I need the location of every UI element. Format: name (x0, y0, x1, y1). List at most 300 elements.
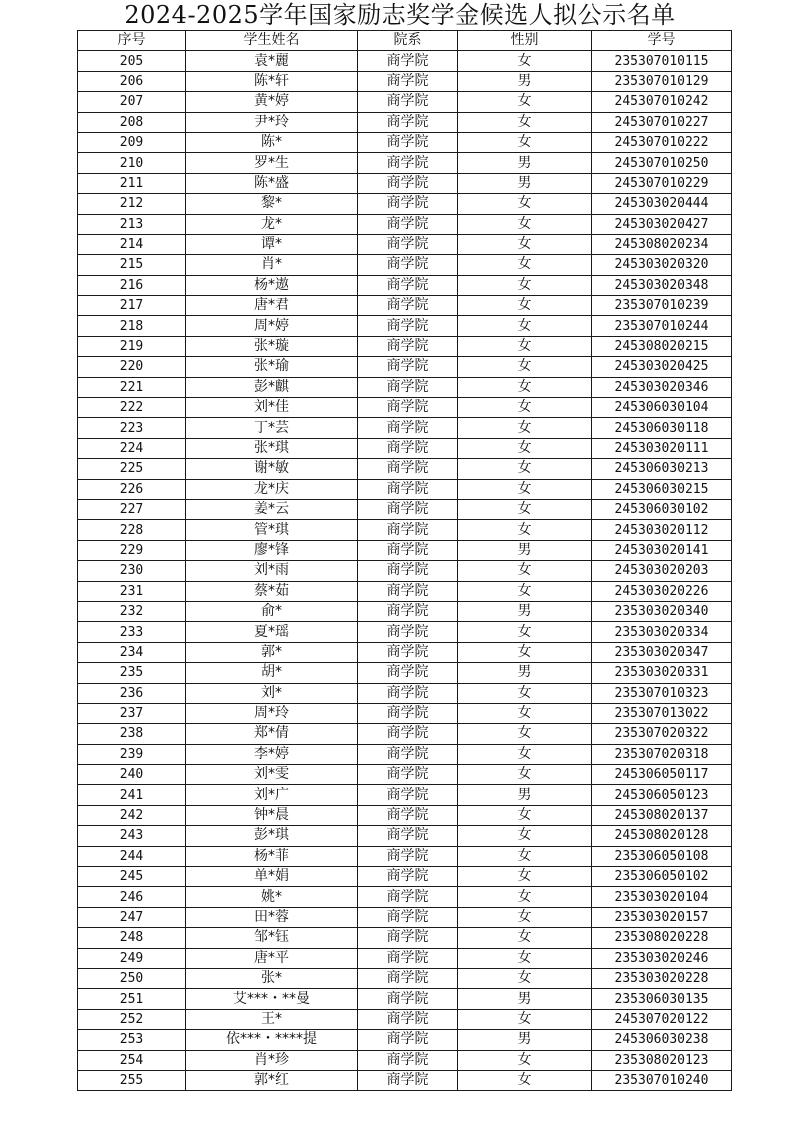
cell-student-name: 姚* (186, 887, 358, 907)
cell-department: 商学院 (358, 255, 458, 275)
cell-number: 232 (78, 601, 186, 621)
cell-student-name: 张* (186, 968, 358, 988)
cell-student-id: 245303020141 (592, 540, 732, 560)
cell-gender: 女 (458, 744, 592, 764)
cell-department: 商学院 (358, 581, 458, 601)
cell-number: 254 (78, 1050, 186, 1070)
cell-student-name: 周*玲 (186, 703, 358, 723)
table-row (78, 214, 732, 234)
cell-student-id: 245306030104 (592, 398, 732, 418)
cell-student-name: 田*蓉 (186, 907, 358, 927)
cell-department: 商学院 (358, 642, 458, 662)
table-row (78, 540, 732, 560)
cell-student-id: 235308020123 (592, 1050, 732, 1070)
cell-gender: 女 (458, 1009, 592, 1029)
cell-gender: 女 (458, 255, 592, 275)
cell-student-name: 胡* (186, 663, 358, 683)
cell-number: 222 (78, 398, 186, 418)
cell-gender: 女 (458, 398, 592, 418)
cell-department: 商学院 (358, 765, 458, 785)
cell-number: 236 (78, 683, 186, 703)
cell-student-name: 廖*锋 (186, 540, 358, 560)
cell-student-name: 钟*晨 (186, 805, 358, 825)
cell-student-name: 陈* (186, 132, 358, 152)
table-row (78, 663, 732, 683)
cell-gender: 女 (458, 336, 592, 356)
cell-number: 255 (78, 1070, 186, 1090)
cell-gender: 男 (458, 785, 592, 805)
cell-gender: 女 (458, 642, 592, 662)
cell-number: 216 (78, 275, 186, 295)
cell-department: 商学院 (358, 846, 458, 866)
cell-student-name: 黎* (186, 194, 358, 214)
cell-student-name: 龙* (186, 214, 358, 234)
cell-number: 224 (78, 438, 186, 458)
cell-gender: 女 (458, 275, 592, 295)
cell-student-id: 245303020425 (592, 357, 732, 377)
table-row (78, 724, 732, 744)
cell-department: 商学院 (358, 438, 458, 458)
cell-student-name: 郑*倩 (186, 724, 358, 744)
cell-department: 商学院 (358, 805, 458, 825)
cell-student-name: 彭*麒 (186, 377, 358, 397)
cell-number: 242 (78, 805, 186, 825)
cell-student-id: 235303020157 (592, 907, 732, 927)
cell-gender: 男 (458, 540, 592, 560)
cell-department: 商学院 (358, 377, 458, 397)
cell-department: 商学院 (358, 194, 458, 214)
cell-number: 240 (78, 765, 186, 785)
cell-student-name: 罗*生 (186, 153, 358, 173)
table-row (78, 867, 732, 887)
cell-student-id: 235307010239 (592, 296, 732, 316)
cell-student-id: 245306030215 (592, 479, 732, 499)
cell-number: 243 (78, 826, 186, 846)
cell-student-id: 245303020203 (592, 561, 732, 581)
cell-student-id: 245306050123 (592, 785, 732, 805)
cell-department: 商学院 (358, 499, 458, 519)
cell-student-id: 245303020112 (592, 520, 732, 540)
table-row (78, 907, 732, 927)
cell-student-name: 刘*雨 (186, 561, 358, 581)
cell-department: 商学院 (358, 520, 458, 540)
cell-student-id: 235307010240 (592, 1070, 732, 1090)
cell-number: 241 (78, 785, 186, 805)
cell-student-id: 245307010222 (592, 132, 732, 152)
cell-department: 商学院 (358, 561, 458, 581)
cell-number: 210 (78, 153, 186, 173)
cell-department: 商学院 (358, 785, 458, 805)
table-row (78, 153, 732, 173)
table-row (78, 642, 732, 662)
cell-department: 商学院 (358, 479, 458, 499)
cell-student-id: 235303020104 (592, 887, 732, 907)
cell-student-id: 235307010129 (592, 71, 732, 91)
cell-student-name: 陈*轩 (186, 71, 358, 91)
cell-number: 246 (78, 887, 186, 907)
cell-number: 208 (78, 112, 186, 132)
table-row (78, 173, 732, 193)
cell-department: 商学院 (358, 336, 458, 356)
cell-gender: 女 (458, 214, 592, 234)
cell-student-id: 235307010115 (592, 51, 732, 71)
cell-student-id: 245306030102 (592, 499, 732, 519)
cell-gender: 女 (458, 296, 592, 316)
cell-student-name: 彭*琪 (186, 826, 358, 846)
table-row (78, 377, 732, 397)
cell-student-name: 唐*君 (186, 296, 358, 316)
cell-student-name: 管*琪 (186, 520, 358, 540)
cell-gender: 女 (458, 765, 592, 785)
cell-student-name: 肖*珍 (186, 1050, 358, 1070)
cell-department: 商学院 (358, 357, 458, 377)
cell-student-id: 245307010242 (592, 92, 732, 112)
table-row (78, 296, 732, 316)
cell-department: 商学院 (358, 398, 458, 418)
cell-gender: 女 (458, 112, 592, 132)
table-row (78, 1050, 732, 1070)
table-row (78, 683, 732, 703)
table-row (78, 1070, 732, 1090)
table-row (78, 622, 732, 642)
cell-student-name: 谭* (186, 234, 358, 254)
cell-gender: 女 (458, 499, 592, 519)
cell-student-name: 艾***・**曼 (186, 989, 358, 1009)
cell-student-id: 235307020318 (592, 744, 732, 764)
column-header-gender: 性别 (458, 31, 592, 51)
table-row (78, 846, 732, 866)
cell-number: 231 (78, 581, 186, 601)
cell-department: 商学院 (358, 296, 458, 316)
cell-student-name: 姜*云 (186, 499, 358, 519)
table-row (78, 1009, 732, 1029)
cell-department: 商学院 (358, 214, 458, 234)
cell-number: 245 (78, 867, 186, 887)
cell-number: 220 (78, 357, 186, 377)
cell-gender: 女 (458, 1070, 592, 1090)
cell-department: 商学院 (358, 132, 458, 152)
table-row (78, 234, 732, 254)
table-row (78, 826, 732, 846)
cell-student-name: 刘*广 (186, 785, 358, 805)
cell-department: 商学院 (358, 540, 458, 560)
cell-gender: 女 (458, 459, 592, 479)
cell-gender: 男 (458, 153, 592, 173)
cell-student-name: 刘*雯 (186, 765, 358, 785)
document-title: 2024-2025学年国家励志奖学金候选人拟公示名单 (124, 1, 676, 29)
cell-student-name: 谢*敏 (186, 459, 358, 479)
cell-student-id: 245307020122 (592, 1009, 732, 1029)
cell-number: 247 (78, 907, 186, 927)
cell-gender: 男 (458, 663, 592, 683)
candidate-table (77, 30, 732, 1091)
cell-gender: 女 (458, 92, 592, 112)
cell-number: 230 (78, 561, 186, 581)
cell-number: 215 (78, 255, 186, 275)
cell-number: 219 (78, 336, 186, 356)
cell-gender: 女 (458, 703, 592, 723)
cell-gender: 女 (458, 316, 592, 336)
cell-gender: 女 (458, 234, 592, 254)
cell-student-id: 235303020334 (592, 622, 732, 642)
cell-student-name: 周*婷 (186, 316, 358, 336)
cell-number: 205 (78, 51, 186, 71)
table-body (78, 51, 732, 1091)
cell-gender: 女 (458, 51, 592, 71)
table-row (78, 51, 732, 71)
cell-student-id: 245306030238 (592, 1030, 732, 1050)
cell-gender: 女 (458, 948, 592, 968)
cell-gender: 男 (458, 71, 592, 91)
cell-number: 253 (78, 1030, 186, 1050)
cell-gender: 女 (458, 724, 592, 744)
column-header-student-id: 学号 (592, 31, 732, 51)
table-row (78, 499, 732, 519)
cell-student-name: 邹*钰 (186, 928, 358, 948)
table-row (78, 989, 732, 1009)
table-row (78, 928, 732, 948)
cell-department: 商学院 (358, 724, 458, 744)
cell-department: 商学院 (358, 887, 458, 907)
cell-number: 249 (78, 948, 186, 968)
cell-number: 221 (78, 377, 186, 397)
cell-number: 209 (78, 132, 186, 152)
cell-gender: 女 (458, 1050, 592, 1070)
cell-department: 商学院 (358, 744, 458, 764)
cell-student-id: 245306030118 (592, 418, 732, 438)
cell-student-id: 235303020331 (592, 663, 732, 683)
cell-student-name: 张*琪 (186, 438, 358, 458)
cell-student-id: 245303020348 (592, 275, 732, 295)
cell-student-name: 李*婷 (186, 744, 358, 764)
table-row (78, 357, 732, 377)
cell-department: 商学院 (358, 622, 458, 642)
cell-student-name: 俞* (186, 601, 358, 621)
cell-number: 206 (78, 71, 186, 91)
cell-department: 商学院 (358, 71, 458, 91)
cell-student-id: 235308020228 (592, 928, 732, 948)
table-row (78, 805, 732, 825)
cell-department: 商学院 (358, 928, 458, 948)
cell-gender: 女 (458, 846, 592, 866)
cell-number: 252 (78, 1009, 186, 1029)
cell-student-id: 235306030135 (592, 989, 732, 1009)
cell-student-name: 龙*庆 (186, 479, 358, 499)
cell-number: 225 (78, 459, 186, 479)
table-row (78, 255, 732, 275)
header-row (78, 31, 732, 51)
cell-student-id: 245306030213 (592, 459, 732, 479)
cell-student-id: 245303020346 (592, 377, 732, 397)
cell-gender: 女 (458, 418, 592, 438)
cell-student-name: 陈*盛 (186, 173, 358, 193)
cell-gender: 女 (458, 622, 592, 642)
cell-student-id: 235303020246 (592, 948, 732, 968)
column-header-name: 学生姓名 (186, 31, 358, 51)
cell-number: 250 (78, 968, 186, 988)
cell-number: 235 (78, 663, 186, 683)
cell-number: 212 (78, 194, 186, 214)
cell-student-id: 245303020444 (592, 194, 732, 214)
cell-student-id: 235307013022 (592, 703, 732, 723)
cell-gender: 女 (458, 968, 592, 988)
cell-number: 234 (78, 642, 186, 662)
table-row (78, 479, 732, 499)
cell-number: 239 (78, 744, 186, 764)
cell-student-name: 蔡*茹 (186, 581, 358, 601)
cell-student-name: 郭*红 (186, 1070, 358, 1090)
table-row (78, 1030, 732, 1050)
cell-student-name: 张*璇 (186, 336, 358, 356)
cell-number: 237 (78, 703, 186, 723)
cell-number: 238 (78, 724, 186, 744)
cell-student-id: 235306050102 (592, 867, 732, 887)
cell-gender: 女 (458, 581, 592, 601)
cell-number: 244 (78, 846, 186, 866)
table-row (78, 561, 732, 581)
table-row (78, 275, 732, 295)
table-row (78, 71, 732, 91)
cell-student-id: 245307010229 (592, 173, 732, 193)
cell-number: 233 (78, 622, 186, 642)
cell-gender: 女 (458, 928, 592, 948)
cell-department: 商学院 (358, 112, 458, 132)
cell-student-id: 245303020226 (592, 581, 732, 601)
cell-gender: 男 (458, 989, 592, 1009)
cell-student-id: 235306050108 (592, 846, 732, 866)
cell-number: 227 (78, 499, 186, 519)
cell-student-id: 235307020322 (592, 724, 732, 744)
cell-department: 商学院 (358, 92, 458, 112)
cell-student-name: 唐*平 (186, 948, 358, 968)
cell-department: 商学院 (358, 683, 458, 703)
cell-department: 商学院 (358, 459, 458, 479)
table-row (78, 316, 732, 336)
cell-student-name: 刘* (186, 683, 358, 703)
cell-gender: 男 (458, 1030, 592, 1050)
table-row (78, 132, 732, 152)
cell-gender: 女 (458, 520, 592, 540)
cell-gender: 女 (458, 887, 592, 907)
cell-student-id: 245303020111 (592, 438, 732, 458)
cell-gender: 女 (458, 805, 592, 825)
cell-department: 商学院 (358, 153, 458, 173)
cell-student-id: 245307010250 (592, 153, 732, 173)
table-row (78, 744, 732, 764)
cell-student-name: 尹*玲 (186, 112, 358, 132)
cell-number: 229 (78, 540, 186, 560)
cell-department: 商学院 (358, 51, 458, 71)
cell-gender: 女 (458, 194, 592, 214)
table-row (78, 601, 732, 621)
cell-gender: 女 (458, 479, 592, 499)
cell-student-id: 235303020347 (592, 642, 732, 662)
cell-gender: 女 (458, 377, 592, 397)
cell-gender: 女 (458, 357, 592, 377)
cell-gender: 女 (458, 907, 592, 927)
cell-department: 商学院 (358, 1009, 458, 1029)
column-header-number: 序号 (78, 31, 186, 51)
table-row (78, 968, 732, 988)
cell-student-id: 245303020427 (592, 214, 732, 234)
cell-gender: 男 (458, 601, 592, 621)
cell-student-id: 235307010323 (592, 683, 732, 703)
cell-department: 商学院 (358, 601, 458, 621)
cell-student-id: 235303020228 (592, 968, 732, 988)
cell-gender: 女 (458, 132, 592, 152)
table-row (78, 438, 732, 458)
cell-student-name: 郭* (186, 642, 358, 662)
table-row (78, 92, 732, 112)
cell-department: 商学院 (358, 989, 458, 1009)
cell-department: 商学院 (358, 907, 458, 927)
cell-student-name: 丁*芸 (186, 418, 358, 438)
table-row (78, 581, 732, 601)
cell-number: 217 (78, 296, 186, 316)
cell-student-id: 245308020215 (592, 336, 732, 356)
cell-student-name: 杨*菲 (186, 846, 358, 866)
cell-number: 213 (78, 214, 186, 234)
cell-department: 商学院 (358, 173, 458, 193)
cell-student-name: 王* (186, 1009, 358, 1029)
table-row (78, 520, 732, 540)
table-row (78, 418, 732, 438)
table-row (78, 703, 732, 723)
cell-department: 商学院 (358, 703, 458, 723)
cell-student-id: 245308020137 (592, 805, 732, 825)
cell-student-id: 245308020128 (592, 826, 732, 846)
cell-gender: 女 (458, 826, 592, 846)
cell-gender: 女 (458, 867, 592, 887)
cell-student-name: 杨*遨 (186, 275, 358, 295)
table-row (78, 194, 732, 214)
cell-student-id: 245306050117 (592, 765, 732, 785)
cell-student-id: 245303020320 (592, 255, 732, 275)
cell-student-name: 刘*佳 (186, 398, 358, 418)
table-row (78, 948, 732, 968)
cell-student-id: 245308020234 (592, 234, 732, 254)
table-row (78, 398, 732, 418)
cell-student-name: 袁*麗 (186, 51, 358, 71)
cell-student-id: 235303020340 (592, 601, 732, 621)
cell-department: 商学院 (358, 418, 458, 438)
column-header-department: 院系 (358, 31, 458, 51)
cell-department: 商学院 (358, 234, 458, 254)
cell-student-name: 肖* (186, 255, 358, 275)
cell-department: 商学院 (358, 826, 458, 846)
cell-number: 248 (78, 928, 186, 948)
cell-student-name: 夏*瑶 (186, 622, 358, 642)
table-row (78, 459, 732, 479)
cell-department: 商学院 (358, 316, 458, 336)
table-row (78, 785, 732, 805)
table-header (78, 31, 732, 51)
cell-student-name: 单*娟 (186, 867, 358, 887)
cell-department: 商学院 (358, 275, 458, 295)
cell-student-name: 张*瑜 (186, 357, 358, 377)
table-row (78, 336, 732, 356)
cell-number: 228 (78, 520, 186, 540)
cell-number: 251 (78, 989, 186, 1009)
cell-department: 商学院 (358, 1030, 458, 1050)
cell-student-name: 黄*婷 (186, 92, 358, 112)
cell-number: 211 (78, 173, 186, 193)
cell-student-id: 245307010227 (592, 112, 732, 132)
cell-department: 商学院 (358, 1070, 458, 1090)
cell-department: 商学院 (358, 663, 458, 683)
cell-department: 商学院 (358, 948, 458, 968)
cell-gender: 女 (458, 683, 592, 703)
